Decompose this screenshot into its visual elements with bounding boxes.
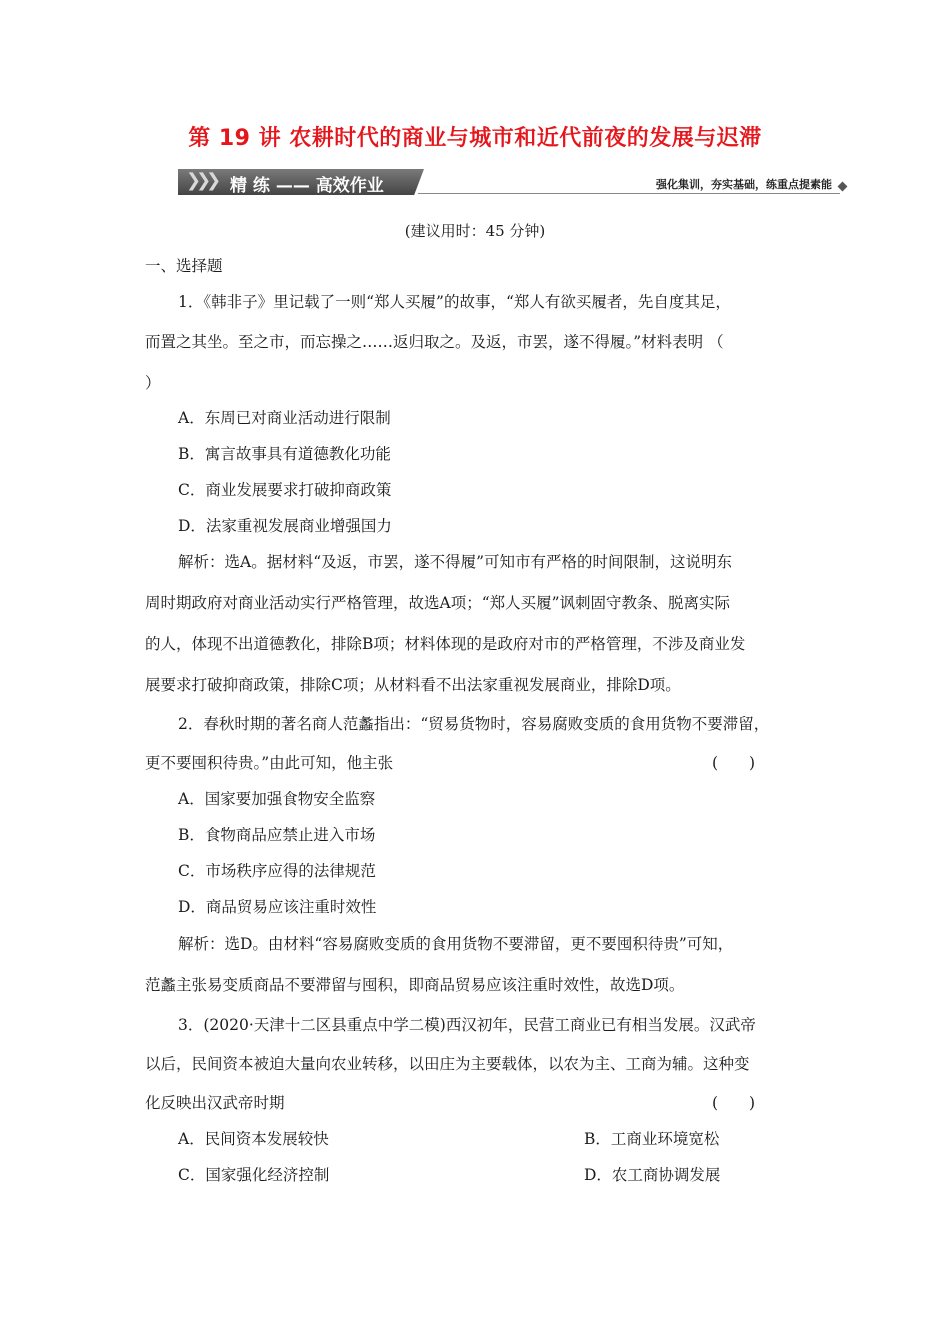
q1-option-c: C．商业发展要求打破抑商政策 (178, 481, 392, 499)
q3-stem-line: 3．(2020·天津十二区县重点中学二模)西汉初年，民营工商业已有相当发展。汉武帝 (178, 1016, 756, 1034)
q2-option-c: C．市场秩序应得的法律规范 (178, 862, 376, 880)
page-title: 第 19 讲 农耕时代的商业与城市和近代前夜的发展与迟滞 (188, 126, 762, 151)
diamond-icon (838, 182, 848, 192)
q1-analysis-line: 周时期政府对商业活动实行严格管理，故选A项；“郑人买履”讽刺固守教条、脱离实际 (145, 594, 731, 612)
q3-answer-bracket: ( ) (712, 1094, 756, 1112)
q1-analysis-line: 解析：选A。据材料“及返，市罢，遂不得履”可知市有严格的时间限制，这说明东 (178, 553, 733, 571)
q3-option-a: A．民间资本发展较快 (178, 1130, 329, 1148)
q2-stem-line: 更不要囤积待贵。”由此可知，他主张 (145, 754, 394, 772)
q3-stem-line: 以后，民间资本被迫大量向农业转移，以田庄为主要载体，以农为主、工商为辅。这种变 (145, 1055, 750, 1073)
banner-divider (418, 193, 840, 194)
q2-analysis-line: 解析：选D。由材料“容易腐败变质的食用货物不要滞留，更不要囤积待贵”可知， (178, 935, 734, 953)
section-title: 一、选择题 (145, 257, 223, 275)
q2-option-a: A．国家要加强食物安全监察 (178, 790, 376, 808)
q1-option-a: A．东周已对商业活动进行限制 (178, 409, 391, 427)
q1-analysis-line: 的人，体现不出道德教化，排除B项；材料体现的是政府对市的严格管理，不涉及商业发 (145, 635, 746, 653)
q3-stem-line: 化反映出汉武帝时期 (145, 1094, 285, 1112)
q2-answer-bracket: ( ) (712, 754, 756, 772)
banner-label: 精 练 —— 高效作业 (230, 176, 384, 196)
q2-stem-line: 2．春秋时期的著名商人范蠡指出：“贸易货物时，容易腐败变质的食用货物不要滞留， (178, 715, 770, 733)
q3-option-b: B．工商业环境宽松 (584, 1130, 720, 1148)
q2-option-d: D．商品贸易应该注重时效性 (178, 898, 377, 916)
chevron-right-icon: ❯❯❯ (186, 170, 217, 191)
q1-option-b: B．寓言故事具有道德教化功能 (178, 445, 391, 463)
section-banner (178, 169, 848, 197)
q1-stem-line: ） (145, 374, 161, 392)
q1-stem-line: 而置之其坐。至之市，而忘操之……返归取之。及返，市罢，遂不得履。”材料表明 （ (145, 333, 724, 351)
q2-analysis-line: 范蠡主张易变质商品不要滞留与囤积，即商品贸易应该注重时效性，故选D项。 (145, 976, 685, 994)
q2-option-b: B．食物商品应禁止进入市场 (178, 826, 376, 844)
q3-option-c: C．国家强化经济控制 (178, 1166, 330, 1184)
q1-option-d: D．法家重视发展商业增强国力 (178, 517, 392, 535)
banner-slogan: 强化集训，夯实基础，练重点提素能 (656, 178, 832, 191)
q1-stem-line: 1．《韩非子》里记载了一则“郑人买履”的故事，“郑人有欲买履者，先自度其足， (178, 293, 731, 311)
time-hint: (建议用时：45 分钟) (404, 222, 546, 240)
q3-option-d: D．农工商协调发展 (584, 1166, 721, 1184)
q1-analysis-line: 展要求打破抑商政策，排除C项；从材料看不出法家重视发展商业，排除D项。 (145, 676, 681, 694)
